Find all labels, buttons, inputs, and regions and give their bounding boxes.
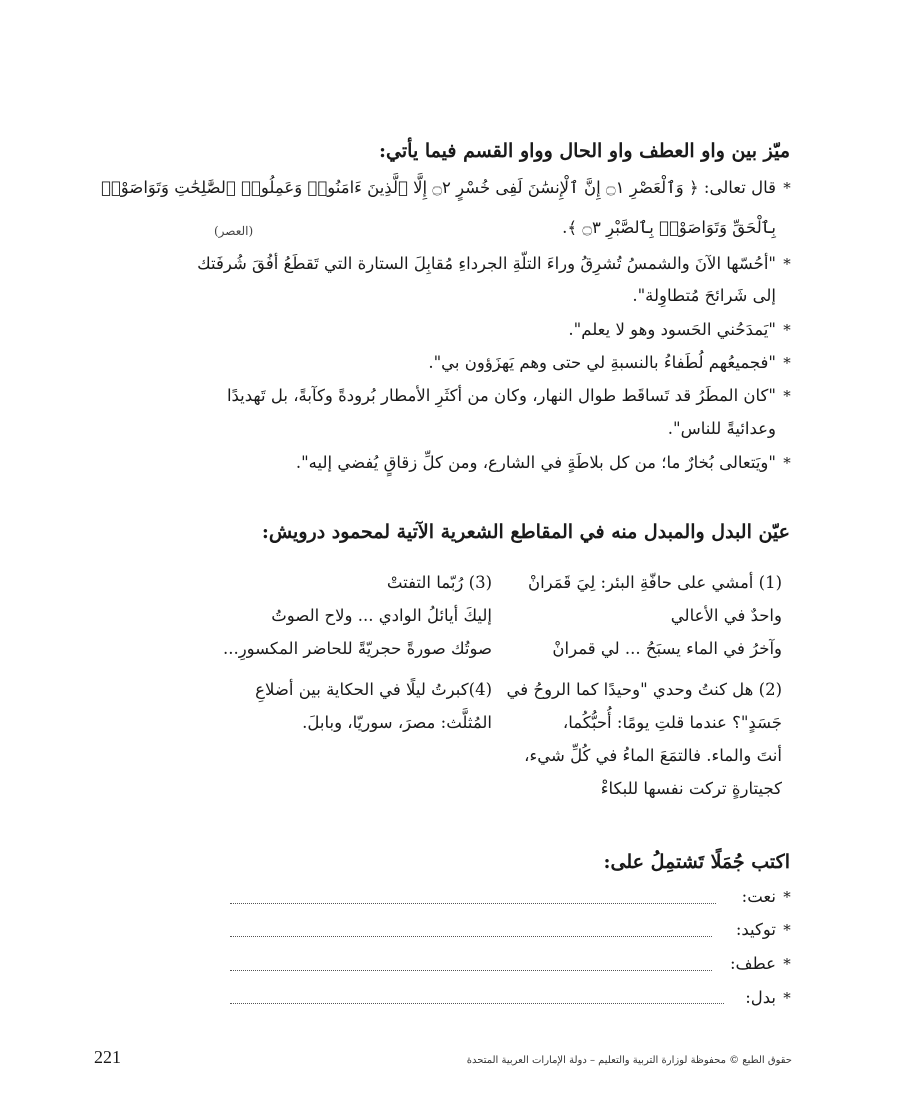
bullet-icon: * bbox=[783, 179, 791, 197]
bullet-icon: * bbox=[783, 454, 791, 472]
poem2-line2: جَسَدٍ"؟ عندما قلتِ يومًا: أُحبُّكُما، bbox=[562, 713, 782, 732]
poem3-line2: إليكَ أيائلُ الوادي ... ولاح الصوتُ bbox=[271, 606, 492, 625]
poem2-line4: كجيتارةٍ تركت نفسها للبكاءْ bbox=[600, 779, 782, 798]
item5-line1: *"كان المطَرُ قد تَساقَط طوال النهار، وكان من أكثَرِ الأمطار بُرودةً وكآبةً، بل تَهديدًا bbox=[227, 386, 798, 405]
answer-line-atf[interactable] bbox=[230, 970, 712, 971]
write-item-naat: *نعت: bbox=[742, 887, 798, 906]
bullet-icon: * bbox=[783, 989, 791, 1007]
section3-heading: اكتب جُمَلًا تَشتمِلُ على: bbox=[603, 851, 790, 873]
quran-verse-line2: بِٱلْحَقِّ وَتَوَاصَوْا۟ بِٱلصَّبْرِ ۝٣ ﴾. bbox=[562, 218, 776, 237]
write-item-atf: *عطف: bbox=[730, 954, 798, 973]
item3: *"يَمدَحُني الحَسود وهو لا يعلم". bbox=[568, 320, 798, 339]
answer-line-naat[interactable] bbox=[230, 903, 716, 904]
section1-heading: ميّز بين واو العطف واو الحال وواو القسم فيما يأتي: bbox=[379, 140, 790, 162]
page-number: 221 bbox=[94, 1047, 121, 1067]
bullet-icon: * bbox=[783, 955, 791, 973]
section2-heading: عيّن البدل والمبدل منه في المقاطع الشعرية الآتية لمحمود درويش: bbox=[261, 521, 790, 543]
poem4-line1: (4)كبرتُ ليلًا في الحكاية بين أضلاعِ bbox=[255, 680, 492, 699]
poem2-line3: أنتَ والماء. فالتمَعَ الماءُ في كُلِّ شيء، bbox=[524, 746, 782, 765]
item4: *"فجميعُهم لُطَفاءُ بالنسبةِ لي حتى وهم يَهزَؤون بي". bbox=[428, 353, 798, 372]
write-item-tawkid: *توكيد: bbox=[736, 920, 798, 939]
bullet-icon: * bbox=[783, 888, 791, 906]
bullet-icon: * bbox=[783, 255, 791, 273]
item6: *"ويَتعالى بُخارٌ ما؛ من كل بلاطَةٍ في الشارع، ومن كلِّ زقاقٍ يُفضي إليه". bbox=[296, 453, 798, 472]
item5-line2: وعدائيةً للناس". bbox=[667, 419, 776, 438]
answer-line-tawkid[interactable] bbox=[230, 936, 712, 937]
poem1-line3: وآخرُ في الماء يسبَحُ ... لي قمرانْ bbox=[552, 639, 782, 658]
poem1-line1: (1) أمشي على حافّةِ البئر: لِيَ قَمَرانْ bbox=[527, 573, 782, 592]
poem2-line1: (2) هل كنتُ وحدي "وحيدًا كما الروحُ في bbox=[506, 680, 782, 699]
poem4-line2: المُثلَّث: مصرَ، سوريّا، وبابلَ. bbox=[302, 713, 492, 732]
poem3-line1: (3) رُبّما التفتتْ bbox=[386, 573, 492, 592]
bullet-icon: * bbox=[783, 354, 791, 372]
poem3-line3: صوتُك صورةً حجريّةً للحاضر المكسورِ... bbox=[222, 639, 492, 658]
answer-line-badal[interactable] bbox=[230, 1003, 724, 1004]
quran-verse-line1 bbox=[101, 178, 798, 197]
copyright-footer: حقوق الطبع © محفوظة لوزارة التربية والتعليم – دولة الإمارات العربية المتحدة bbox=[466, 1055, 792, 1066]
quran-verse-text1: قال تعالى: ﴿ وَٱلْعَصْرِ ۝١ إِنَّ ٱلْإِنسَٰنَ لَفِى خُسْرٍ ۝٢ إِلَّا ٱلَّذِينَ ءَامَنُوا۟ وَعَمِلُوا۟ ٱلصَّٰلِحَٰتِ وَتَوَاصَوْا۟ bbox=[100, 178, 776, 197]
bullet-icon: * bbox=[783, 387, 791, 405]
bullet-icon: * bbox=[783, 321, 791, 339]
poem1-line2: واحدٌ في الأعالي bbox=[670, 606, 782, 625]
item2-line2: إلى شَرائحَ مُتطاوِلة". bbox=[632, 286, 776, 305]
bullet-icon: * bbox=[783, 921, 791, 939]
write-item-badal: *بدل: bbox=[745, 988, 798, 1007]
item2-line1: *"أحُسّها الآنَ والشمسُ تُشرِقُ وراءَ التلّةِ الجرداءِ مُقابِلَ الستارة التي تَقطَعُ أفُقَ شُرفَتك bbox=[197, 254, 798, 273]
surah-name: (العصر) bbox=[214, 224, 254, 238]
